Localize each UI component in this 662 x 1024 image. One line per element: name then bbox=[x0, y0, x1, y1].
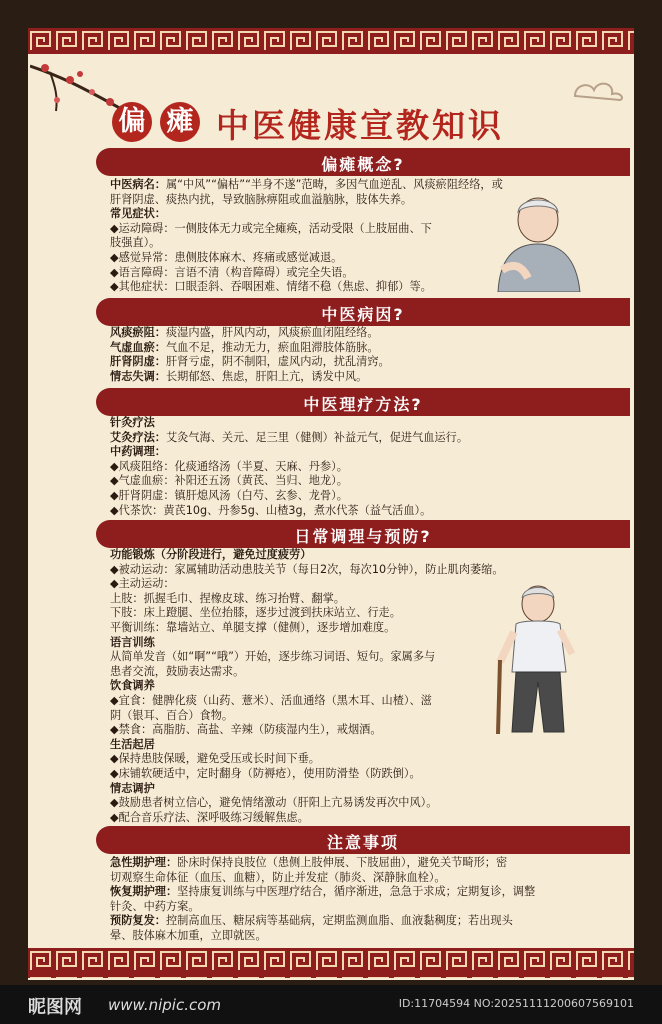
text-line: 晕、肢体麻木加重，立即就医。 bbox=[110, 928, 267, 942]
text-line: 生活起居 bbox=[110, 737, 155, 751]
top-fret-border bbox=[28, 28, 634, 54]
text-line: ◆语言障碍：言语不清（构音障碍）或完全失语。 bbox=[110, 265, 354, 279]
section-body-cause bbox=[110, 326, 590, 384]
title-seal-1: 偏 bbox=[112, 102, 152, 142]
text-line: 阴（银耳、百合）食物。 bbox=[110, 708, 234, 722]
text-line: ◆鼓励患者树立信心，避免情绪激动（肝阳上亢易诱发再次中风）。 bbox=[110, 796, 438, 810]
text-line: ◆运动障碍：一侧肢体无力或完全瘫痪，活动受限（上肢屈曲、下 bbox=[110, 221, 432, 235]
text-line: 肢强直）。 bbox=[110, 236, 161, 250]
text-line: 常见症状： bbox=[110, 207, 166, 221]
text-line: ◆床铺软硬适中，定时翻身（防褥疮），使用防滑垫（防跌倒）。 bbox=[110, 766, 421, 780]
text-line: 情志调护 bbox=[110, 781, 155, 795]
section-body-therapy bbox=[110, 416, 590, 518]
text-line: ◆宜食：健脾化痰（山药、薏米）、活血通络（黑木耳、山楂）、滋 bbox=[110, 693, 432, 707]
elderly-man-with-cane-illustration bbox=[496, 582, 576, 740]
text-line: ◆配合音乐疗法、深呼吸练习缓解焦虑。 bbox=[110, 810, 309, 824]
poster-title bbox=[112, 98, 632, 150]
site-logo[interactable]: 昵图网 bbox=[28, 997, 82, 1018]
text-line: 功能锻炼（分阶段进行，避免过度疲劳） bbox=[110, 548, 312, 561]
text-line: 饮食调养 bbox=[110, 679, 155, 693]
text-line: ◆感觉异常：患侧肢体麻木、疼痛或感觉减退。 bbox=[110, 250, 343, 264]
text-line: ◆气虚血瘀：补阳还五汤（黄芪、当归、地龙）。 bbox=[110, 474, 348, 488]
text-line: 上肢：抓握毛巾、捏橡皮球、练习抬臂、翻掌。 bbox=[110, 591, 345, 605]
text-line: 艾灸疗法：艾灸气海、关元、足三里（健侧）补益元气，促进气血运行。 bbox=[110, 430, 469, 444]
section-heading-therapy: 中医理疗方法? bbox=[96, 388, 630, 416]
text-line: ◆主动运动： bbox=[110, 577, 175, 591]
text-line: ◆代茶饮：黄芪10g、丹参5g、山楂3g，煮水代茶（益气活血）。 bbox=[110, 503, 432, 517]
text-line: 预防复发：控制高血压、糖尿病等基础病，定期监测血脂、血液黏稠度；若出现头 bbox=[110, 914, 513, 928]
text-line: 风痰瘀阻：痰湿内盛，肝风内动，风痰瘀血闭阻经络。 bbox=[110, 326, 379, 339]
text-line: 中医病名：属“中风”“偏枯”“半身不遂”范畴，多因气血逆乱、风痰瘀阻经络，或 bbox=[110, 178, 503, 191]
section-heading-daily-care: 日常调理与预防? bbox=[96, 520, 630, 548]
text-line: 下肢：床上蹬腿、坐位抬膝，逐步过渡到扶床站立、行走。 bbox=[110, 606, 401, 620]
section-heading-notes: 注意事项 bbox=[96, 826, 630, 854]
elderly-woman-illustration bbox=[488, 192, 584, 292]
image-id: ID:11704594 NO:20251111200607569101 bbox=[398, 997, 634, 1010]
text-line: 患者交流，鼓励表达需求。 bbox=[110, 664, 245, 678]
title-seal-2: 瘫 bbox=[160, 102, 200, 142]
text-line: 气虚血瘀：气血不足，推动无力，瘀血阻滞肢体筋脉。 bbox=[110, 340, 379, 354]
text-line: 肝肾阴虚：肝肾亏虚，阴不制阳，虚风内动，扰乱清窍。 bbox=[110, 355, 390, 369]
site-url[interactable]: www.nipic.com bbox=[108, 996, 222, 1014]
text-line: 从简单发音（如“啊”“哦”）开始，逐步练习词语、短句。家属多与 bbox=[110, 650, 436, 664]
text-line: 针灸、中药方案。 bbox=[110, 899, 200, 913]
text-line: ◆其他症状：口眼歪斜、吞咽困难、情绪不稳（焦虑、抑郁）等。 bbox=[110, 280, 432, 294]
section-heading-concept: 偏瘫概念? bbox=[96, 148, 630, 176]
text-line: 语言训练 bbox=[110, 635, 155, 649]
text-line: ◆风痰阻络：化痰通络汤（半夏、天麻、丹参）。 bbox=[110, 459, 348, 473]
text-line: 恢复期护理：坚持康复训练与中医理疗结合，循序渐进，急急于求成；定期复诊，调整 bbox=[110, 885, 536, 899]
text-line: 情志失调：长期郁怒、焦虑，肝阳上亢，诱发中风。 bbox=[110, 369, 368, 383]
text-line: ◆被动运动：家属辅助活动患肢关节（每日2次，每次10分钟），防止肌肉萎缩。 bbox=[110, 562, 504, 576]
bottom-fret-border bbox=[28, 948, 634, 978]
text-line: 中药调理： bbox=[110, 445, 166, 459]
section-body-notes bbox=[110, 856, 590, 944]
text-line: 针灸疗法 bbox=[110, 416, 155, 429]
text-line: 肝肾阴虚、痰热内扰，导致脑脉痹阻或血溢脑脉，肢体失养。 bbox=[110, 192, 413, 206]
title-text: 中医健康宣教知识 bbox=[216, 106, 504, 145]
text-line: 切观察生命体征（血压、血糖），防止并发症（肺炎、深静脉血栓）。 bbox=[110, 870, 446, 884]
section-heading-cause: 中医病因? bbox=[96, 298, 630, 326]
text-line: 急性期护理：卧床时保持良肢位（患侧上肢伸展、下肢屈曲），避免关节畸形；密 bbox=[110, 856, 508, 869]
text-line: 平衡训练：靠墙站立、单腿支撑（健侧），逐步增加难度。 bbox=[110, 620, 396, 634]
text-line: ◆肝肾阴虚：镇肝熄风汤（白芍、玄参、龙骨）。 bbox=[110, 488, 348, 502]
footer-bar bbox=[0, 985, 662, 1024]
text-line: ◆保持患肢保暖，避免受压或长时间下垂。 bbox=[110, 752, 320, 766]
text-line: ◆禁食：高脂肪、高盐、辛辣（防痰湿内生），戒烟酒。 bbox=[110, 723, 382, 737]
